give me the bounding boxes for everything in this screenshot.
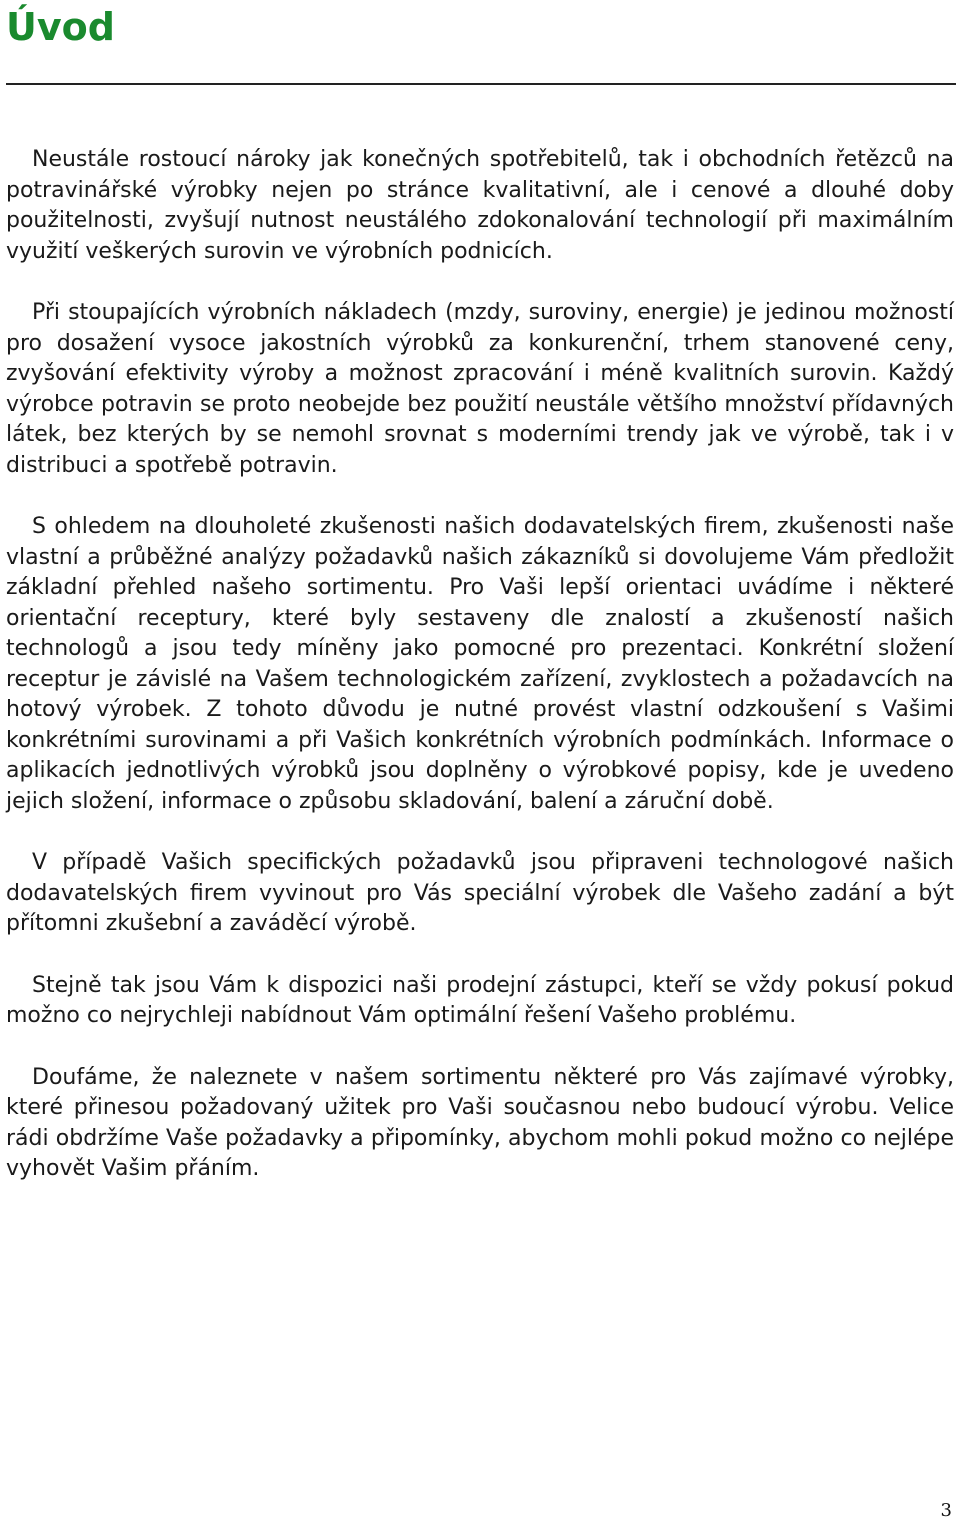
- body-text: [6, 145, 954, 1216]
- title-divider: [6, 83, 956, 85]
- page-title: Úvod: [6, 5, 115, 49]
- paragraph-intro: Neustále rostoucí nároky jak konečných spotřebitelů, tak i obchodních řetězců na potravinářské výrobky nejen po stránce kvalitativní, ale i cenové a dlouhé doby použitelnosti, zvyšují nutnost neustálého zdokonalování technologií při maximálním využití veškerých surovin ve výrobních podnicích.: [6, 147, 954, 264]
- paragraph-closing: Doufáme, že naleznete v našem sortimentu některé pro Vás zajímavé výrobky, které přinesou požadovaný užitek pro Vaši současnou nebo budoucí výrobu. Velice rádi obdržíme Vaše požadavky a připomínky, abychom mohli pokud možno co nejlépe vyhovět Vašim přáním.: [6, 1064, 954, 1181]
- paragraph-costs: Při stoupajících výrobních nákladech (mzdy, suroviny, energie) je jedinou možností pro dosažení vysoce jakostních výrobků za konkurenční, trhem stanovené ceny, zvyšování efektivity výroby a možnost zpracování i méně kvalitních surovin. Každý výrobce potravin se proto neobejde bez použití neustále většího množství přídavných látek, bez kterých by se nemohl srovnat s moderními trendy jak ve výrobě, tak i v distribuci a spotřebě potravin.: [6, 300, 954, 478]
- page-number: 3: [940, 1500, 952, 1521]
- paragraph-sales-reps: Stejně tak jsou Vám k dispozici naši prodejní zástupci, kteří se vždy pokusí pokud možno co nejrychleji nabídnout Vám optimální řešení Vašeho problému.: [6, 972, 954, 1028]
- paragraph-special-requests: V případě Vašich specifických požadavků jsou připraveni technologové našich dodavatelských firem vyvinout pro Vás speciální výrobek dle Vašeho zadání a být přítomni zkušební a zaváděcí výrobě.: [6, 850, 954, 936]
- paragraph-experience: S ohledem na dlouholeté zkušenosti našich dodavatelských firem, zkušenosti naše vlastní a průběžné analýzy požadavků našich zákazníků si dovolujeme Vám předložit základní přehled našeho sortimentu. Pro Vaši lepší orientaci uvádíme i některé orientační receptury, které byly sestaveny dle znalostí a zkušeností našich technologů a jsou tedy míněny jako pomocné pro prezentaci. Konkrétní složení receptur je závislé na Vašem technologickém zařízení, zvyklostech a požadavcích na hotový výrobek. Z tohoto důvodu je nutné provést vlastní odzkoušení s Vašimi konkrétními surovinami a při Vašich konkrétních výrobních podmínkách. Informace o aplikacích jednotlivých výrobků jsou doplněny o výrobkové popisy, kde je uvedeno jejich složení, informace o způsobu skladování, balení a záruční době.: [6, 514, 954, 814]
